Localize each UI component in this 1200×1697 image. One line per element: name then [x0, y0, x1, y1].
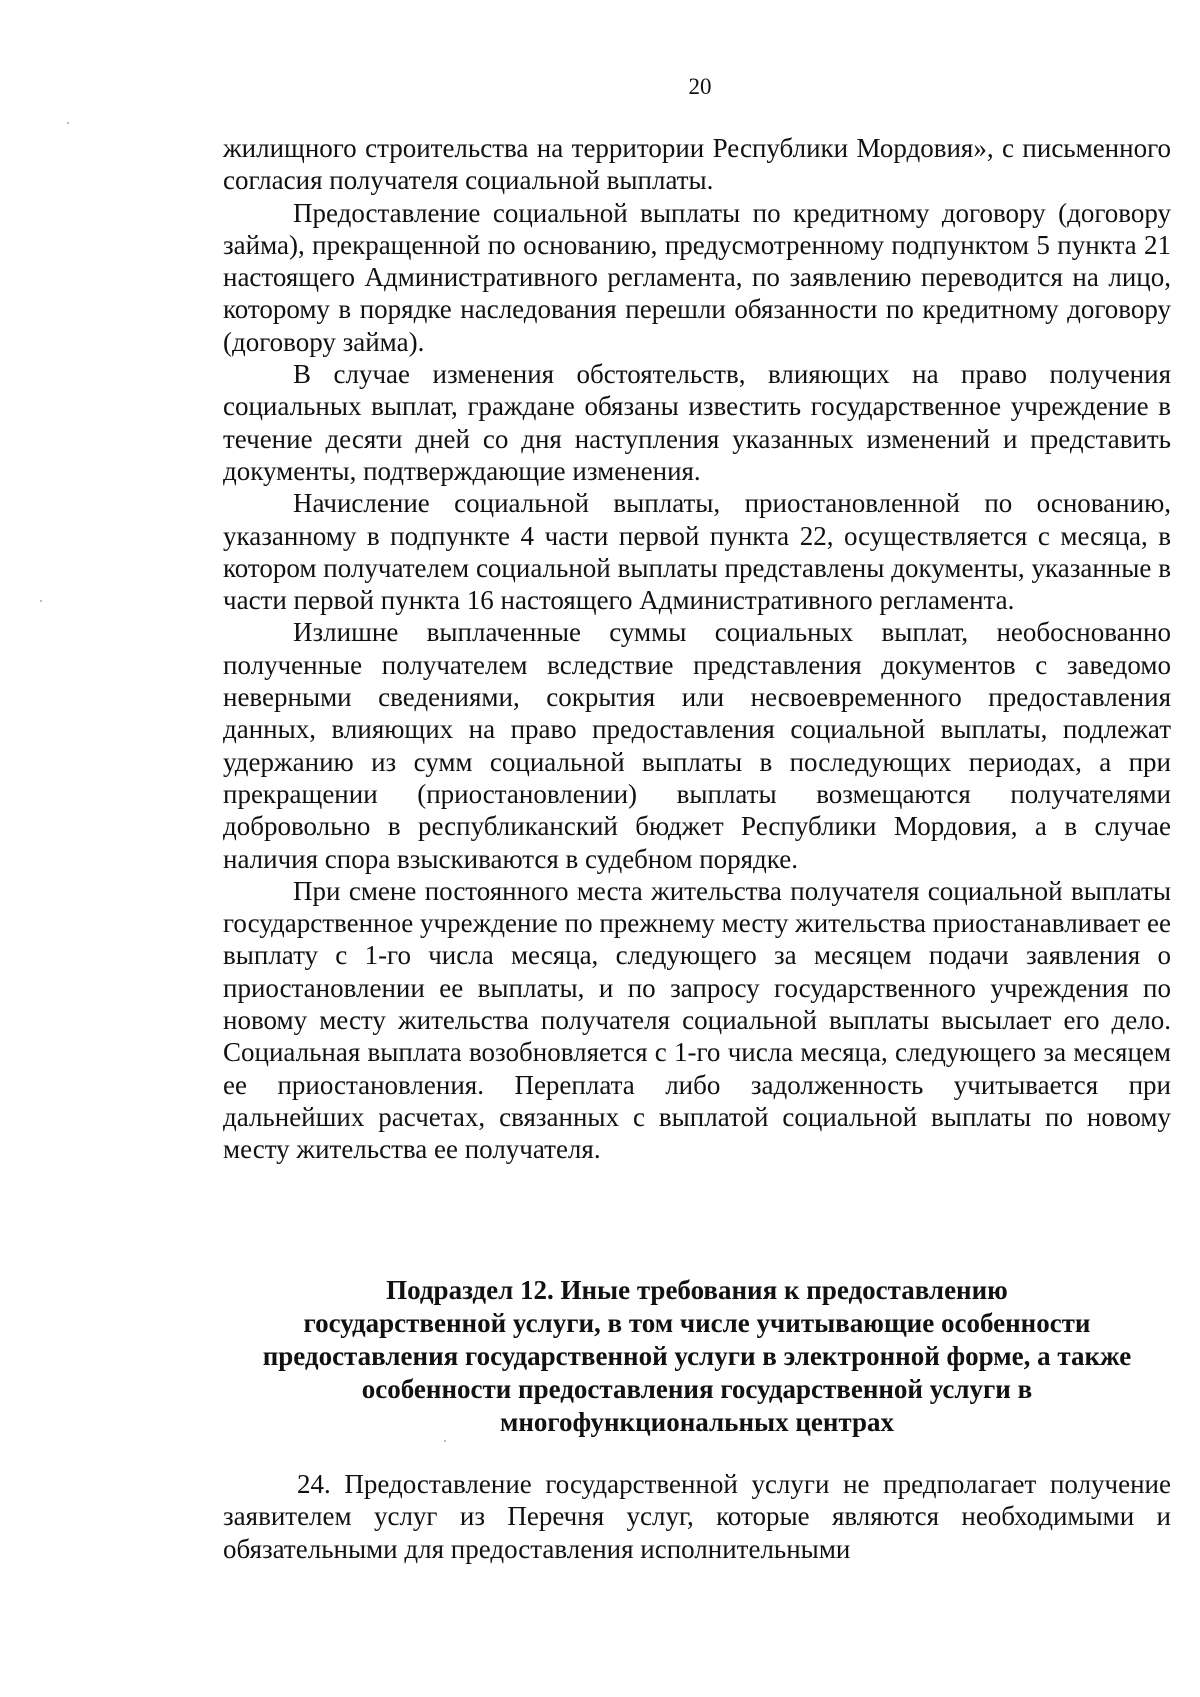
scan-speck — [67, 122, 69, 124]
paragraph: Предоставление социальной выплаты по кредитному договору (договору займа), прекращенной по основанию, предусмотренному подпунктом 5 пункта 21 настоящего Административного регламента, по заявлению переводится на лицо, которому в порядке наследования перешли обязанности по кредитному договору (договору займа). — [223, 197, 1171, 357]
paragraph: При смене постоянного места жительства получателя социальной выплаты государственное учреждение по прежнему месту жительства приостанавливает ее выплату с 1-го числа месяца, следующего за месяцем подачи заявления о приостановлении ее выплаты, и по запросу государственного учреждения по новому месту жительства получателя социальной выплаты высылает его дело. Социальная выплата возобновляется с 1-го числа месяца, следующего за месяцем ее приостановления. Переплата либо задолженность учитывается при дальнейших расчетах, связанных с выплатой социальной выплаты по новому месту жительства ее получателя. — [223, 875, 1171, 1165]
scan-speck — [40, 600, 42, 602]
page-number: 20 — [688, 74, 712, 99]
heading-line: Подраздел 12. Иные требования к предоставлению — [386, 1275, 1008, 1305]
paragraph: Начисление социальной выплаты, приостановленной по основанию, указанному в подпункте 4 части первой пункта 22, осуществляется с месяца, в котором получателем социальной выплаты представлены документы, указанные в части первой пункта 16 настоящего Административного регламента. — [223, 488, 1171, 616]
scan-speck — [444, 1440, 446, 1442]
heading-line: особенности предоставления государственной услуги в — [361, 1374, 1033, 1404]
heading-line: государственной услуги, в том числе учитывающие особенности — [303, 1308, 1091, 1338]
body-text-bottom — [223, 1468, 1171, 1565]
body-text-top — [223, 132, 1171, 1166]
paragraph-continuation: жилищного строительства на территории Республики Мордовия», с письменного согласия получателя социальной выплаты. — [223, 133, 1171, 196]
paragraph: В случае изменения обстоятельств, влияющих на право получения социальных выплат, граждане обязаны известить государственное учреждение в течение десяти дней со дня наступления указанных изменений и представить документы, подтверждающие изменения. — [223, 359, 1171, 486]
paragraph-item-24: 24. Предоставление государственной услуги не предполагает получение заявителем услуг из Перечня услуг, которые являются необходимыми и обязательными для предоставления исполнительными — [223, 1469, 1171, 1564]
heading-line: многофункциональных центрах — [499, 1407, 895, 1437]
heading-line: предоставления государственной услуги в электронной форме, а также — [262, 1341, 1132, 1371]
subsection-heading — [223, 1274, 1171, 1439]
paragraph: Излишне выплаченные суммы социальных выплат, необоснованно полученные получателем вследствие представления документов с заведомо неверными сведениями, сокрытия или несвоевременного предоставления данных, влияющих на право предоставления социальной выплаты, подлежат удержанию из сумм социальной выплаты в последующих периодах, а при прекращении (приостановлении) выплаты возмещаются получателями добровольно в республиканский бюджет Республики Мордовия, а в случае наличия спора взыскиваются в судебном порядке. — [223, 617, 1171, 874]
